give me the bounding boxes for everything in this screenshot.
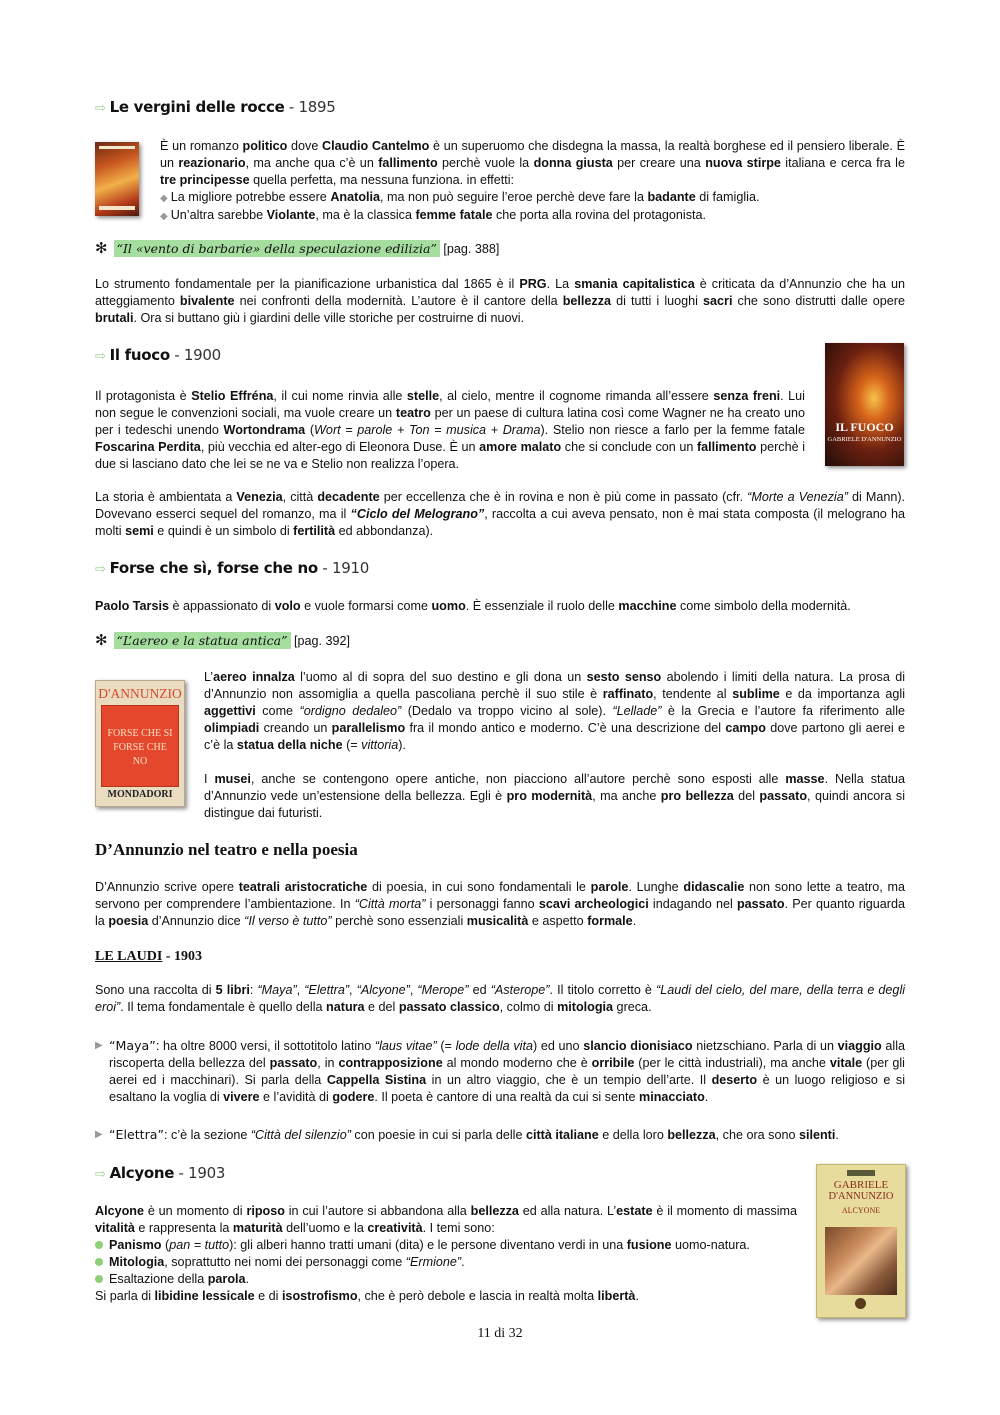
page-number: 11 di 32 <box>477 1326 523 1341</box>
diamond-bullet-icon: ◆ <box>160 193 168 204</box>
asterisk-icon: ✻ <box>95 632 108 649</box>
diamond-bullet-icon: ◆ <box>160 211 168 222</box>
paragraph-fuoco-2: La storia è ambientata a Venezia, città decadente per eccellenza che è in rovina e non è più come in passato (cfr. “Morte a Venezia” di Mann). Dovevano esserci sequel del romanzo, ma il “Ciclo del Melograno”, raccolta a cui aveva pensato, non è mai stata composta (il melograno ha molti semi e quindi è un simbolo di fertilità ed abbondanza). <box>95 490 906 538</box>
laudi-heading: LE LAUDI - 1903 <box>95 949 202 964</box>
paragraph-alcyone: Alcyone è un momento di riposo in cui l’autore si abbandona alla bellezza ed alla natura. L’estate è il momento di massima vitalità e rappresenta la maturità dell’uomo e la creatività. I temi sono: Panismo (pan = tutto): gli alberi hanno tratti umani (dita) e le persone diventano verdi in una fusione uomo-natura. Mitologia, soprattutto nei nomi dei personaggi come “Ermione”. Esaltazione della parola. Si parla di libidine lessicale e di isostrofismo, che è però debole e lascia in realtà molta libertà. <box>95 1204 797 1303</box>
triangle-bullet-icon: ▶ <box>95 1129 103 1140</box>
quote-reference-aereo: ✻ “L’aereo e la statua antica” [pag. 392] <box>95 632 351 649</box>
triangle-bullet-icon: ▶ <box>95 1040 103 1051</box>
arrow-icon: ⇨ <box>95 1167 106 1182</box>
book-cover-alcyone: GABRIELE D'ANNUNZIO ALCYONE <box>816 1164 906 1318</box>
arrow-icon: ⇨ <box>95 349 106 364</box>
section-heading-alcyone: ⇨ Alcyone - 1903 <box>95 1164 226 1182</box>
paragraph-forse: Paolo Tarsis è appassionato di volo e vuole formarsi come uomo. È essenziale il ruolo delle macchine come simbolo della modernità. <box>95 599 851 613</box>
arrow-icon: ⇨ <box>95 101 106 116</box>
asterisk-icon: ✻ <box>95 240 108 257</box>
section-heading-vergini: ⇨ Le vergini delle rocce - 1895 <box>95 98 336 116</box>
paragraph-laudi: Sono una raccolta di 5 libri: “Maya”, “Elettra”, “Alcyone”, “Merope” ed “Asterope”. Il titolo corretto è “Laudi del cielo, del mare, della terra e degli eroi”. Il tema fondamentale è quello della natura e del passato classico, colmo di mitologia greca. <box>95 983 906 1014</box>
paragraph-teatro: D’Annunzio scrive opere teatrali aristocratiche di poesia, in cui sono fondamentali le parole. Lunghe didascalie non sono lette a teatro, ma servono per comprendere l’ambientazione. In “Città morta” i personaggi fanno scavi archeologici indagando nel passato. Per quanto riguarda la poesia d’Annunzio dice “Il verso è tutto” perchè sono essenziali musicalità e aspetto formale. <box>95 880 905 928</box>
section-heading-teatro: D’Annunzio nel teatro e nella poesia <box>95 840 358 859</box>
section-heading-fuoco: ⇨ Il fuoco - 1900 <box>95 346 221 364</box>
arrow-icon: ⇨ <box>95 562 106 577</box>
list-item-maya: ▶ “Maya”: ha oltre 8000 versi, il sottotitolo latino “laus vitae” (= lode della vita) ed uno slancio dionisiaco nietzschiano. Parla di un viaggio alla riscoperta della bellezza del passato, in contrapposizione al mondo moderno che è orribile (per le città industriali), ma anche vitale (per gli aerei ed i macchinari). Si parla della Cappella Sistina in un altro viaggio, che è un tempio dell’arte. Il deserto è un luogo religioso e si esaltano la voglia di vivere e l’avidità di godere. Il poeta è cantore di una realtà da cui si sente minacciato. <box>95 1038 906 1104</box>
paragraph-aereo-2: I musei, anche se contengono opere antiche, non piacciono all’autore perchè sono esposti alle masse. Nella statua d’Annunzio vede un’estensione della bellezza. Egli è pro modernità, ma anche pro bellezza del passato, quindi ancora si distingue dai futuristi. <box>204 772 905 820</box>
paragraph-aereo-1: L’aereo innalza l’uomo al di sopra del suo destino e gli dona un sesto senso abolendo i limiti della natura. La prosa di d’Annunzio non assomiglia a quella pascoliana perchè il suo stile è raffinato, tendente al sublime e da importanza agli aggettivi come “ordigno dedaleo” (Dedalo va troppo vicino al sole). “Lellade” è la Grecia e l’autore fa riferimento alle olimpiadi creando un parallelismo fra il mondo antico e moderno. C’è una descrizione del campo dove partono gli aerei e c’è la statua della niche (= vittoria). <box>204 670 906 752</box>
quote-reference-speculazione: ✻ “Il «vento di barbarie» della speculazione edilizia” [pag. 388] <box>95 240 500 257</box>
book-cover-forse: D'ANNUNZIO FORSE CHE SI FORSE CHE NO MONDADORI <box>95 680 185 807</box>
paragraph-vergini: È un romanzo politico dove Claudio Cantelmo è un superuomo che disdegna la massa, la realtà borghese ed il pensiero liberale. È un reazionario, ma anche qua c’è un fallimento perchè vuole la donna giusta per creare una nuova stirpe italiana e cerca fra le tre principesse quella perfetta, ma nessuna funziona. in effetti: ◆ La migliore potrebbe essere Anatolia, ma non può seguire l’eroe perchè deve fare la badante di famiglia. ◆ Un’altra sarebbe Violante, ma è la classica femme fatale che porta alla rovina del protagonista. <box>160 139 905 222</box>
book-cover-vergini <box>95 142 139 216</box>
book-cover-fuoco: IL FUOCO GABRIELE D'ANNUNZIO <box>825 343 904 466</box>
green-dot-icon <box>95 1258 103 1266</box>
green-dot-icon <box>95 1275 103 1283</box>
paragraph-fuoco-1: Il protagonista è Stelio Effréna, il cui nome rinvia alle stelle, al cielo, mentre il cognome rimanda all’essere senza freni. Lui non segue le convenzioni sociali, ma vuole creare un teatro per un paese di cultura latina così come Wagner ne ha creato uno per i tedeschi unendo Wortondrama (Wort = parole + Ton = musica + Drama). Stelio non riesce a farlo per la femme fatale Foscarina Perdita, più vecchia ed alter-ego di Eleonora Duse. È un amore malato che si conclude con un fallimento perchè i due si lasciano dato che lei se ne va e Stelio non realizza l’opera. <box>95 389 805 471</box>
green-dot-icon <box>95 1241 103 1249</box>
list-item-elettra: ▶ “Elettra”: c’è la sezione “Città del silenzio” con poesie in cui si parla delle città italiane e della loro bellezza, che ora sono silenti. <box>95 1127 839 1142</box>
paragraph-prg: Lo strumento fondamentale per la pianificazione urbanistica dal 1865 è il PRG. La smania capitalistica è criticata da d’Annunzio che ha un atteggiamento bivalente nei confronti della modernità. L’autore è il cantore della bellezza di tutti i luoghi sacri che sono distrutti dalle opere brutali. Ora si buttano giù i giardini delle ville storiche per costruirne di nuovi. <box>95 277 905 325</box>
section-heading-forse: ⇨ Forse che sì, forse che no - 1910 <box>95 559 369 577</box>
